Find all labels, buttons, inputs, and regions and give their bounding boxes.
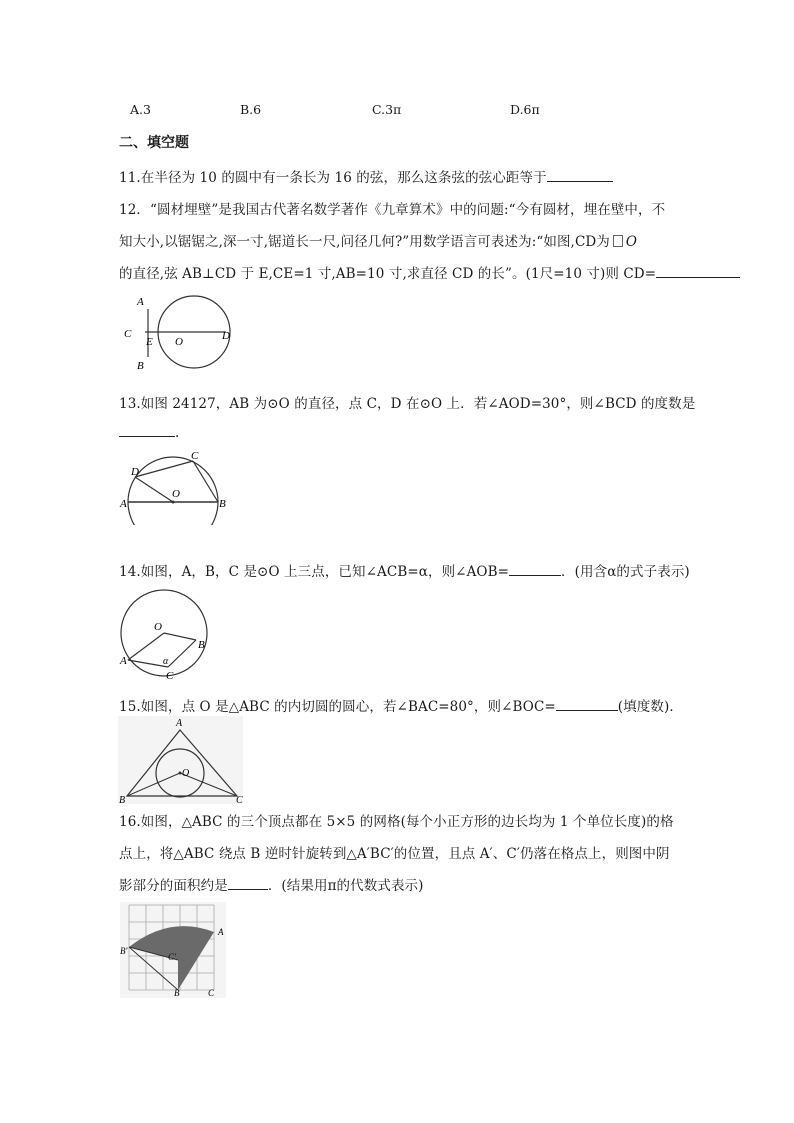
q16-line3-end: ．(结果用π的代数式表示) <box>267 878 424 894</box>
q16-label-c: C <box>208 988 215 998</box>
q14-label-o: O <box>154 621 162 633</box>
q16-label-a: A <box>218 927 224 937</box>
q13-line2 <box>119 424 179 441</box>
q12-line3-text: 的直径,弦 AB⊥CD 于 E,CE=1 寸,AB=10 寸,求直径 CD 的长”。(1尺=10 寸)则 CD= <box>119 266 657 282</box>
q15-label-a: A <box>176 718 183 729</box>
q12-line2 <box>119 230 637 250</box>
q16-answer-blank[interactable] <box>228 877 268 890</box>
q15-answer-blank[interactable] <box>556 698 618 711</box>
circle-symbol-box <box>613 235 623 247</box>
q16-label-b: B <box>174 988 180 998</box>
q16-line1: 16.如图，△ABC 的三个顶点都在 5×5 的网格(每个小正方形的边长均为 1 个单位长度)的格 <box>119 814 674 830</box>
q12-label-c: C <box>124 328 132 340</box>
q13-label-b: B <box>219 498 226 510</box>
q16-line3-text: 影部分的面积约是 <box>119 878 228 894</box>
q15-line1-text: 15.如图，点 O 是△ABC 的内切圆的圆心，若∠BAC=80°，则∠BOC= <box>119 699 556 715</box>
q15-label-b: B <box>119 795 126 804</box>
q13-line1: 13.如图 24127，AB 为⊙O 的直径，点 C，D 在⊙O 上．若∠AOD=30°，则∠BCD 的度数是 <box>119 396 696 412</box>
q12-answer-blank[interactable] <box>656 265 740 278</box>
q13-segment-od <box>135 477 173 502</box>
q13-figure <box>118 450 233 525</box>
q15-figure <box>118 716 243 804</box>
q12-label-b: B <box>137 360 144 372</box>
q12-figure <box>118 293 243 373</box>
q11-text: 11.在半径为 10 的圆中有一条长为 16 的弦，那么这条弦的弦心距等于 <box>119 170 547 186</box>
option-c: C.3π <box>372 102 402 117</box>
q12-line2-end: O <box>625 234 638 250</box>
q13-label-d: D <box>131 466 139 478</box>
q14-figure <box>116 588 216 681</box>
q12-label-d: D <box>222 330 230 342</box>
q14-label-a: A <box>120 655 127 667</box>
q13-segment-cb <box>193 461 218 502</box>
q14-line1 <box>119 560 690 580</box>
option-b: B.6 <box>240 102 262 117</box>
q14-line1-text: 14.如图，A，B，C 是⊙O 上三点，已知∠ACB=α，则∠AOB= <box>119 564 510 580</box>
q14-label-c: C <box>166 670 174 681</box>
section-title: 二、填空题 <box>119 135 189 151</box>
q16-line3 <box>119 874 424 894</box>
q14-answer-blank[interactable] <box>509 563 561 576</box>
q16-line2: 点上，将△ABC 绕点 B 逆时针旋转到△A′BC′的位置，且点 A′、C′仍落在格点上，则图中阴 <box>119 846 670 862</box>
q12-line1: 12．“圆材埋壁”是我国古代著名数学著作《九章算术》中的问题:“今有圆材，埋在壁中，不 <box>119 202 666 218</box>
q12-label-e: E <box>146 336 153 348</box>
q14-label-b: B <box>198 639 205 651</box>
q12-line3 <box>119 262 740 282</box>
q14-line1-end: ．(用含α的式子表示) <box>561 564 690 580</box>
q16-label-b-prime: B' <box>120 946 128 956</box>
q15-line1 <box>119 695 683 715</box>
q14-segment-ob <box>164 633 196 640</box>
q13-label-c: C <box>191 450 199 462</box>
q12-label-o: O <box>175 336 183 348</box>
q12-label-a: A <box>137 296 144 308</box>
q11-answer-blank[interactable] <box>547 169 613 182</box>
q16-label-c-prime: C' <box>168 952 176 962</box>
q13-center-point <box>172 501 175 504</box>
q14-segment-cb <box>168 640 196 667</box>
q13-answer-blank[interactable] <box>119 424 175 437</box>
q13-line2-end: . <box>175 425 180 441</box>
q14-label-alpha: α <box>163 656 169 667</box>
q15-line1-end: (填度数)． <box>617 699 683 715</box>
q13-segment-dc <box>135 461 193 477</box>
q15-label-o: O <box>182 768 190 779</box>
q13-label-o: O <box>172 488 180 500</box>
q16-figure <box>120 902 226 998</box>
option-a: A.3 <box>130 102 151 117</box>
q14-segment-oa <box>128 633 164 660</box>
option-d: D.6π <box>510 102 540 117</box>
q15-label-c: C <box>236 795 243 804</box>
q12-line2-text: 知大小,以锯锯之,深一寸,锯道长一尺,问径几何?”用数学语言可表述为:“如图,CD为 <box>119 234 610 250</box>
question-11 <box>119 166 613 186</box>
q13-label-a: A <box>120 498 127 510</box>
